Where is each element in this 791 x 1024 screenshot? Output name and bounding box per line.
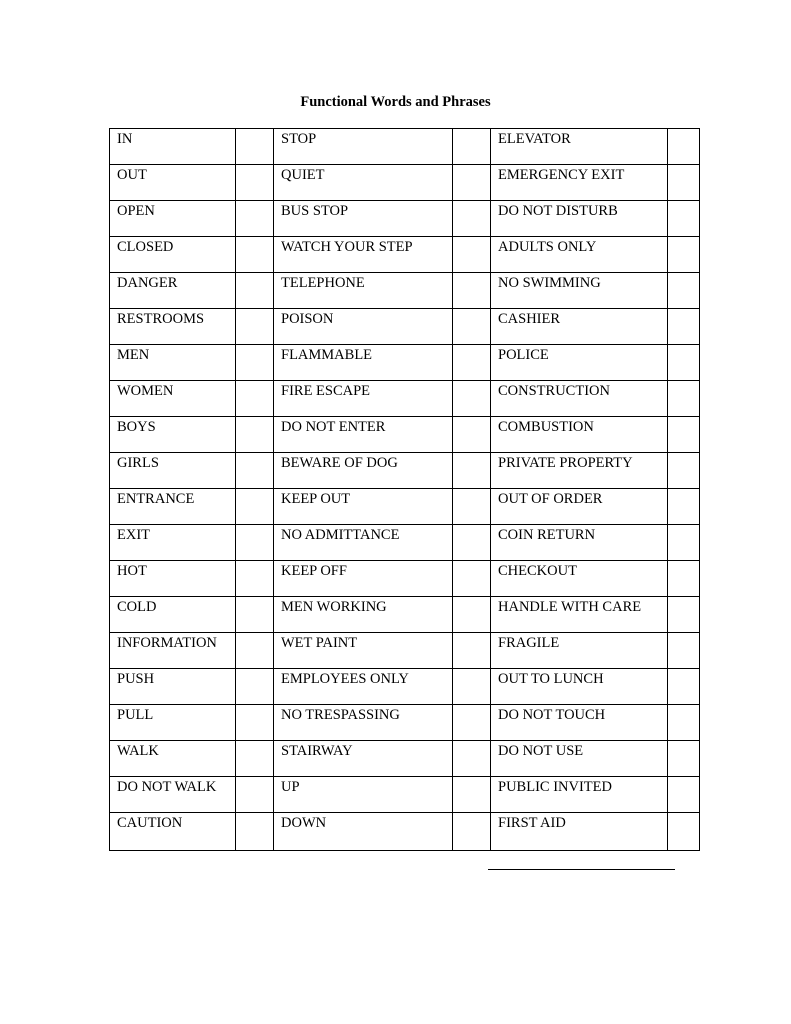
word-cell: DO NOT USE (491, 741, 668, 777)
check-box-cell (236, 489, 274, 525)
check-box-cell (453, 309, 491, 345)
word-cell: WOMEN (110, 381, 236, 417)
word-cell: QUIET (274, 165, 453, 201)
check-box-cell (453, 525, 491, 561)
check-box-cell (236, 165, 274, 201)
check-box-cell (453, 237, 491, 273)
word-cell: WALK (110, 741, 236, 777)
check-box-cell (668, 453, 700, 489)
word-cell: ENTRANCE (110, 489, 236, 525)
table-row (110, 201, 700, 237)
table-row (110, 813, 700, 851)
check-box-cell (453, 597, 491, 633)
word-cell: IN (110, 129, 236, 165)
check-box-cell (668, 345, 700, 381)
word-cell: COLD (110, 597, 236, 633)
word-cell: DANGER (110, 273, 236, 309)
table-row (110, 165, 700, 201)
check-box-cell (668, 165, 700, 201)
functional-words-table (109, 128, 700, 851)
word-cell: GIRLS (110, 453, 236, 489)
check-box-cell (668, 489, 700, 525)
check-box-cell (668, 129, 700, 165)
word-cell: BOYS (110, 417, 236, 453)
table-row (110, 741, 700, 777)
word-cell: CONSTRUCTION (491, 381, 668, 417)
word-cell: WATCH YOUR STEP (274, 237, 453, 273)
table-row (110, 237, 700, 273)
word-cell: RESTROOMS (110, 309, 236, 345)
word-cell: STAIRWAY (274, 741, 453, 777)
check-box-cell (453, 453, 491, 489)
word-cell: EXIT (110, 525, 236, 561)
word-cell: FIRE ESCAPE (274, 381, 453, 417)
word-cell: KEEP OUT (274, 489, 453, 525)
check-box-cell (668, 561, 700, 597)
check-box-cell (453, 705, 491, 741)
check-box-cell (453, 417, 491, 453)
word-cell: ELEVATOR (491, 129, 668, 165)
word-cell: BUS STOP (274, 201, 453, 237)
word-cell: DO NOT WALK (110, 777, 236, 813)
word-cell: FRAGILE (491, 633, 668, 669)
check-box-cell (236, 597, 274, 633)
check-box-cell (453, 165, 491, 201)
word-cell: NO TRESPASSING (274, 705, 453, 741)
check-box-cell (236, 705, 274, 741)
word-cell: TELEPHONE (274, 273, 453, 309)
check-box-cell (453, 489, 491, 525)
word-cell: STOP (274, 129, 453, 165)
word-cell: OUT (110, 165, 236, 201)
check-box-cell (236, 345, 274, 381)
check-box-cell (453, 741, 491, 777)
check-box-cell (453, 345, 491, 381)
word-cell: FIRST AID (491, 813, 668, 851)
word-cell: DO NOT TOUCH (491, 705, 668, 741)
word-cell: BEWARE OF DOG (274, 453, 453, 489)
check-box-cell (453, 777, 491, 813)
table-row (110, 309, 700, 345)
check-box-cell (236, 381, 274, 417)
check-box-cell (236, 525, 274, 561)
word-cell: PULL (110, 705, 236, 741)
table-row (110, 525, 700, 561)
word-cell: CHECKOUT (491, 561, 668, 597)
word-cell: PUSH (110, 669, 236, 705)
check-box-cell (453, 561, 491, 597)
check-box-cell (236, 669, 274, 705)
word-cell: UP (274, 777, 453, 813)
word-cell: FLAMMABLE (274, 345, 453, 381)
check-box-cell (453, 669, 491, 705)
check-box-cell (453, 129, 491, 165)
signature-line (488, 869, 675, 870)
word-cell: NO SWIMMING (491, 273, 668, 309)
table-row (110, 705, 700, 741)
check-box-cell (453, 273, 491, 309)
word-cell: DO NOT DISTURB (491, 201, 668, 237)
check-box-cell (453, 633, 491, 669)
word-cell: PUBLIC INVITED (491, 777, 668, 813)
word-cell: EMPLOYEES ONLY (274, 669, 453, 705)
word-cell: KEEP OFF (274, 561, 453, 597)
word-cell: EMERGENCY EXIT (491, 165, 668, 201)
word-cell: DO NOT ENTER (274, 417, 453, 453)
check-box-cell (236, 417, 274, 453)
check-box-cell (668, 813, 700, 851)
word-cell: WET PAINT (274, 633, 453, 669)
check-box-cell (668, 525, 700, 561)
word-cell: OPEN (110, 201, 236, 237)
table-row (110, 597, 700, 633)
word-cell: HOT (110, 561, 236, 597)
check-box-cell (668, 777, 700, 813)
table-row (110, 633, 700, 669)
check-box-cell (453, 813, 491, 851)
word-cell: NO ADMITTANCE (274, 525, 453, 561)
page-title: Functional Words and Phrases (300, 94, 491, 110)
check-box-cell (668, 273, 700, 309)
check-box-cell (236, 813, 274, 851)
check-box-cell (668, 237, 700, 273)
check-box-cell (236, 309, 274, 345)
check-box-cell (236, 561, 274, 597)
check-box-cell (668, 633, 700, 669)
check-box-cell (236, 201, 274, 237)
check-box-cell (453, 381, 491, 417)
table-row (110, 669, 700, 705)
check-box-cell (236, 453, 274, 489)
word-cell: MEN (110, 345, 236, 381)
word-cell: POISON (274, 309, 453, 345)
word-cell: CASHIER (491, 309, 668, 345)
word-cell: ADULTS ONLY (491, 237, 668, 273)
check-box-cell (236, 777, 274, 813)
check-box-cell (668, 705, 700, 741)
word-cell: HANDLE WITH CARE (491, 597, 668, 633)
word-cell: COMBUSTION (491, 417, 668, 453)
check-box-cell (236, 129, 274, 165)
check-box-cell (668, 309, 700, 345)
table-row (110, 381, 700, 417)
check-box-cell (668, 669, 700, 705)
table-row (110, 345, 700, 381)
check-box-cell (453, 201, 491, 237)
word-cell: POLICE (491, 345, 668, 381)
word-cell: OUT TO LUNCH (491, 669, 668, 705)
word-cell: PRIVATE PROPERTY (491, 453, 668, 489)
table-body (110, 129, 700, 851)
check-box-cell (668, 417, 700, 453)
table-row (110, 561, 700, 597)
table-row (110, 273, 700, 309)
check-box-cell (668, 201, 700, 237)
word-cell: CAUTION (110, 813, 236, 851)
table-row (110, 417, 700, 453)
word-cell: OUT OF ORDER (491, 489, 668, 525)
word-cell: INFORMATION (110, 633, 236, 669)
word-cell: MEN WORKING (274, 597, 453, 633)
check-box-cell (668, 741, 700, 777)
table-row (110, 777, 700, 813)
table-row (110, 489, 700, 525)
check-box-cell (668, 381, 700, 417)
table-row (110, 453, 700, 489)
check-box-cell (236, 237, 274, 273)
check-box-cell (668, 597, 700, 633)
word-cell: DOWN (274, 813, 453, 851)
word-cell: COIN RETURN (491, 525, 668, 561)
table-row (110, 129, 700, 165)
check-box-cell (236, 633, 274, 669)
word-cell: CLOSED (110, 237, 236, 273)
check-box-cell (236, 273, 274, 309)
check-box-cell (236, 741, 274, 777)
